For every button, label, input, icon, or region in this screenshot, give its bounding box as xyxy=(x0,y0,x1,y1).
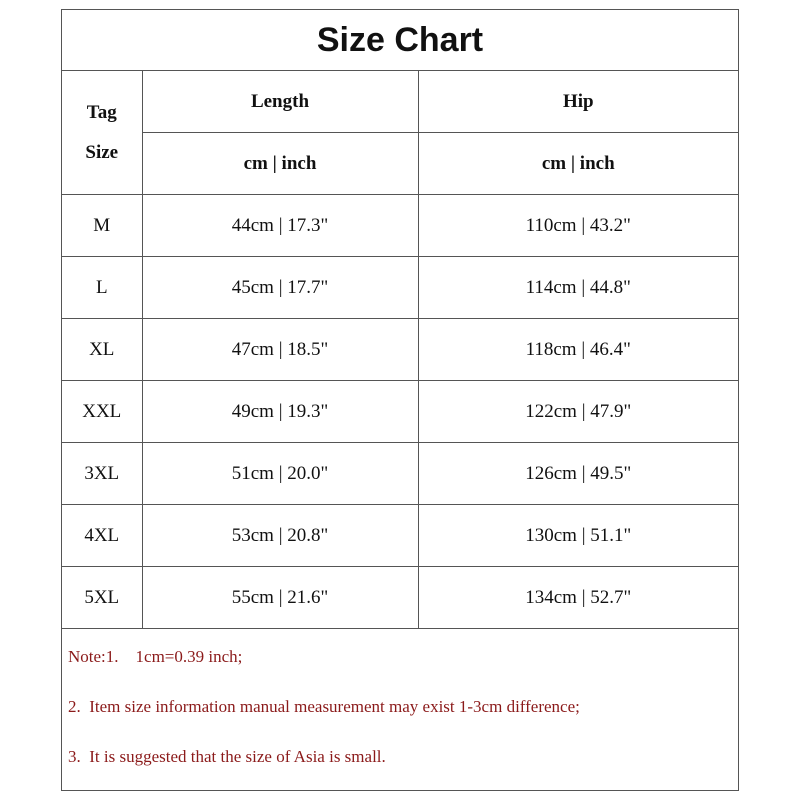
unit-row xyxy=(62,133,738,195)
length-cell: 51cm | 20.0" xyxy=(142,443,418,505)
header-row xyxy=(62,71,738,133)
note-item: 2. Item size information manual measurement may exist 1-3cm difference; xyxy=(68,697,580,716)
size-table xyxy=(62,71,738,629)
hip-cell: 118cm | 46.4" xyxy=(418,319,738,381)
tag-label: Tag xyxy=(86,101,117,123)
table-row xyxy=(62,381,738,443)
hip-cell: 134cm | 52.7" xyxy=(418,567,738,629)
size-cell: 5XL xyxy=(62,567,142,629)
hip-cell: 126cm | 49.5" xyxy=(418,443,738,505)
table-row xyxy=(62,567,738,629)
table-row xyxy=(62,505,738,567)
length-cell: 49cm | 19.3" xyxy=(142,381,418,443)
size-cell: 4XL xyxy=(62,505,142,567)
size-cell: L xyxy=(62,257,142,319)
hip-cell: 130cm | 51.1" xyxy=(418,505,738,567)
size-label: Size xyxy=(85,141,119,163)
size-cell: XL xyxy=(62,319,142,381)
notes-section xyxy=(62,629,738,767)
note-item: Note:1. 1cm=0.39 inch; xyxy=(68,647,243,666)
length-cell: 53cm | 20.8" xyxy=(142,505,418,567)
length-cell: 47cm | 18.5" xyxy=(142,319,418,381)
note-item: 3. It is suggested that the size of Asia is small. xyxy=(68,747,386,766)
size-cell: XXL xyxy=(62,381,142,443)
table-row xyxy=(62,195,738,257)
length-cell: 44cm | 17.3" xyxy=(142,195,418,257)
hip-cell: 110cm | 43.2" xyxy=(418,195,738,257)
size-cell: 3XL xyxy=(62,443,142,505)
table-row xyxy=(62,319,738,381)
length-cell: 45cm | 17.7" xyxy=(142,257,418,319)
hip-unit-header: cm | inch xyxy=(418,133,738,195)
length-unit-header: cm | inch xyxy=(142,133,418,195)
chart-title: Size Chart xyxy=(62,10,738,71)
table-row xyxy=(62,443,738,505)
size-chart xyxy=(61,9,739,791)
length-cell: 55cm | 21.6" xyxy=(142,567,418,629)
size-cell: M xyxy=(62,195,142,257)
hip-header: Hip xyxy=(418,71,738,133)
length-header: Length xyxy=(142,71,418,133)
hip-cell: 114cm | 44.8" xyxy=(418,257,738,319)
tag-size-header xyxy=(62,71,142,195)
table-row xyxy=(62,257,738,319)
hip-cell: 122cm | 47.9" xyxy=(418,381,738,443)
